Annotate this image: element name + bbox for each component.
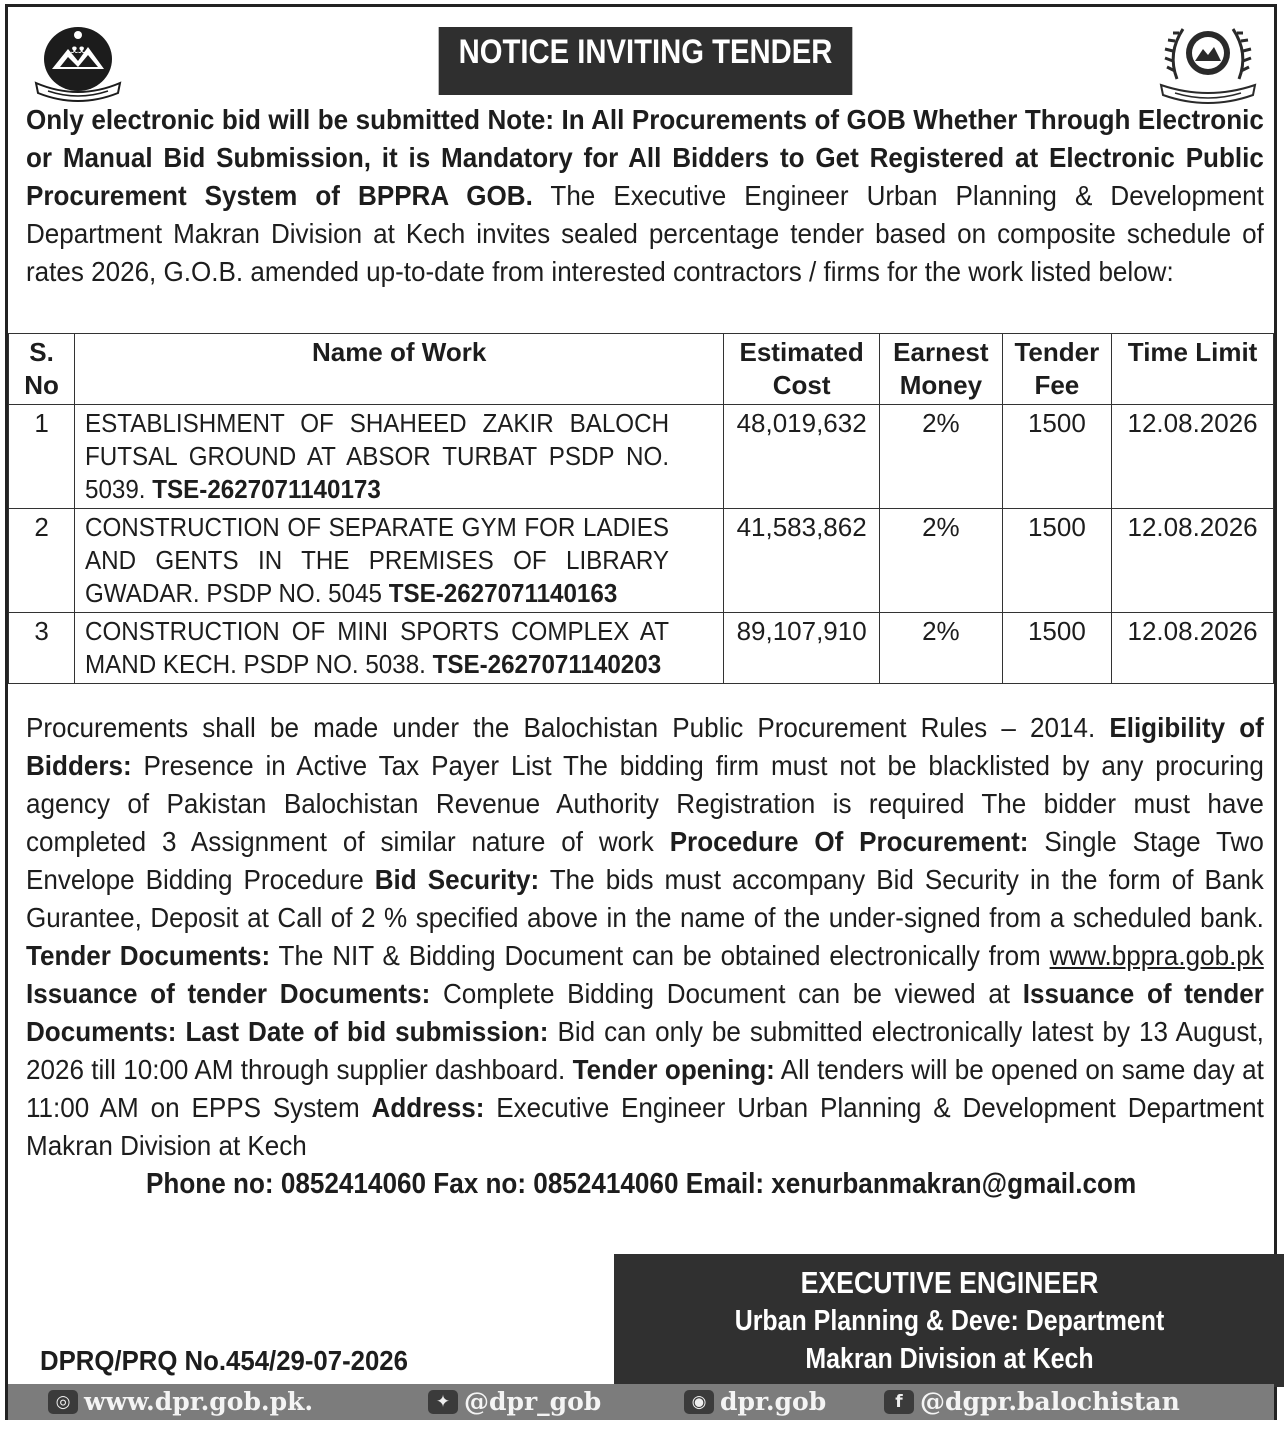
issuance-heading: Issuance of tender Documents: bbox=[26, 978, 431, 1009]
row-name-of-work bbox=[75, 405, 724, 509]
address-heading: Address: bbox=[371, 1092, 485, 1123]
footer-instagram-text: dpr.gob bbox=[720, 1387, 827, 1416]
bppra-link[interactable]: www.bppra.gob.pk bbox=[1049, 940, 1264, 971]
row-time-limit: 12.08.2026 bbox=[1112, 405, 1274, 509]
row-tender-fee: 1500 bbox=[1002, 613, 1112, 684]
contact-line bbox=[8, 1165, 1274, 1203]
row-estimated-cost: 41,583,862 bbox=[724, 509, 880, 613]
tender-opening-text: All tenders will be opened on same day at 11:00 AM on EPPS System bbox=[26, 1054, 1264, 1123]
row-earnest-money: 2% bbox=[880, 405, 1002, 509]
bid-security-text: The bids must accompany Bid Security in the form of Bank Gurantee, Deposit at Call of 2 % specified above in the name of the under-signed from a scheduled bank. bbox=[26, 864, 1264, 933]
eligibility-text: Presence in Active Tax Payer List The bidding firm must not be blacklisted by any procuring agency of Pakistan Balochistan Revenue Authority Registration is required The bidder must have completed 3 Assignment of similar nature of work bbox=[26, 750, 1264, 857]
signature-line-1: Urban Planning & Deve: Department bbox=[734, 1305, 1165, 1337]
procedure-heading: Procedure Of Procurement: bbox=[669, 826, 1029, 857]
header-time-limit: Time Limit bbox=[1112, 334, 1274, 405]
terms-paragraph bbox=[26, 709, 1264, 1165]
work-description: CONSTRUCTION OF MINI SPORTS COMPLEX AT MAND KECH. PSDP NO. 5038. bbox=[85, 616, 670, 679]
header-estimated-cost: Estimated Cost bbox=[724, 334, 880, 405]
signature-line-2: Makran Division at Kech bbox=[805, 1343, 1094, 1375]
balochistan-emblem-icon bbox=[30, 21, 126, 105]
instagram-icon: ◉ bbox=[684, 1390, 714, 1414]
row-sno: 3 bbox=[9, 613, 75, 684]
row-estimated-cost: 48,019,632 bbox=[724, 405, 880, 509]
tender-notice bbox=[5, 4, 1277, 1420]
globe-icon: ◎ bbox=[48, 1390, 78, 1414]
last-date-heading: Last Date of bid submission: bbox=[185, 1016, 549, 1047]
row-estimated-cost: 89,107,910 bbox=[724, 613, 880, 684]
footer-twitter[interactable] bbox=[428, 1384, 601, 1420]
footer-website[interactable] bbox=[48, 1384, 313, 1420]
tse-number: TSE-2627071140203 bbox=[432, 649, 662, 679]
intro-text: The Executive Engineer Urban Planning & Development Department Makran Division at Kech invites sealed percentage tender based on composite schedule of rates 2026, G.O.B. amended up-to-date from interested contractors / firms for the work listed below: bbox=[26, 180, 1264, 287]
header-name-of-work: Name of Work bbox=[75, 334, 724, 405]
notice-title: NOTICE INVITING TENDER bbox=[439, 27, 853, 95]
table-row bbox=[9, 509, 1274, 613]
row-sno: 2 bbox=[9, 509, 75, 613]
row-earnest-money: 2% bbox=[880, 613, 1002, 684]
last-date-text: Bid can only be submitted electronically latest by 13 August, 2026 till 10:00 AM through supplier dashboard. bbox=[26, 1016, 1264, 1085]
row-earnest-money: 2% bbox=[880, 509, 1002, 613]
tender-documents-text: The NIT & Bidding Document can be obtained electronically from bbox=[270, 940, 1050, 971]
table-row bbox=[9, 613, 1274, 684]
row-tender-fee: 1500 bbox=[1002, 509, 1112, 613]
intro-paragraph bbox=[26, 101, 1264, 291]
row-name-of-work bbox=[75, 613, 724, 684]
intro-bold-text: Only electronic bid will be submitted Note: In All Procurements of GOB Whether Through Electronic or Manual Bid Submission, it is Mandatory for All Bidders to Get Registered at Electronic Public Procurement System of BPPRA GOB. bbox=[26, 104, 1264, 211]
facebook-icon: f bbox=[884, 1390, 914, 1414]
svg-text:ᴥᴥ: ᴥᴥ bbox=[70, 42, 86, 56]
footer-website-text: www.dpr.gob.pk. bbox=[84, 1387, 314, 1416]
address-text: Executive Engineer Urban Planning & Development Department Makran Division at Kech bbox=[26, 1092, 1264, 1161]
issuance-text: Complete Bidding Document can be viewed at bbox=[430, 978, 1023, 1009]
department-emblem-icon bbox=[1153, 19, 1263, 105]
table-header-row bbox=[9, 334, 1274, 405]
signature-block bbox=[614, 1254, 1284, 1387]
tse-number: TSE-2627071140173 bbox=[152, 474, 381, 504]
table-row bbox=[9, 405, 1274, 509]
dprq-number: DPRQ/PRQ No.454/29-07-2026 bbox=[40, 1345, 408, 1376]
work-description: CONSTRUCTION OF SEPARATE GYM FOR LADIES AND GENTS IN THE PREMISES OF LIBRARY GWADAR. PSDP NO. 5045 bbox=[85, 512, 670, 608]
footer-instagram[interactable] bbox=[684, 1384, 826, 1420]
row-time-limit: 12.08.2026 bbox=[1112, 613, 1274, 684]
bid-security-heading: Bid Security: bbox=[374, 864, 540, 895]
row-tender-fee: 1500 bbox=[1002, 405, 1112, 509]
tender-opening-heading: Tender opening: bbox=[572, 1054, 775, 1085]
footer-facebook[interactable] bbox=[884, 1384, 1180, 1420]
signature-title: EXECUTIVE ENGINEER bbox=[800, 1265, 1099, 1300]
header-tender-fee: Tender Fee bbox=[1002, 334, 1112, 405]
footer-facebook-text: @dgpr.balochistan bbox=[920, 1387, 1180, 1416]
procedure-text: Single Stage Two Envelope Bidding Procedure bbox=[26, 826, 1264, 895]
tse-number: TSE-2627071140163 bbox=[388, 578, 618, 608]
row-name-of-work bbox=[75, 509, 724, 613]
eligibility-heading: Eligibility of Bidders: bbox=[26, 712, 1264, 781]
row-sno: 1 bbox=[9, 405, 75, 509]
works-table bbox=[8, 333, 1274, 684]
footer-bar bbox=[8, 1384, 1274, 1420]
twitter-icon: ✦ bbox=[428, 1390, 458, 1414]
rules-text: Procurements shall be made under the Balochistan Public Procurement Rules – 2014. bbox=[26, 712, 1110, 743]
contact-text: Phone no: 0852414060 Fax no: 0852414060 Email: xenurbanmakran@gmail.com bbox=[145, 1168, 1137, 1200]
work-description: ESTABLISHMENT OF SHAHEED ZAKIR BALOCH FUTSAL GROUND AT ABSOR TURBAT PSDP NO. 5039. bbox=[85, 408, 670, 504]
tender-documents-heading: Tender Documents: bbox=[26, 940, 271, 971]
header-sno: S. No bbox=[9, 334, 75, 405]
footer-twitter-text: @dpr_gob bbox=[464, 1387, 602, 1416]
row-time-limit: 12.08.2026 bbox=[1112, 509, 1274, 613]
header-earnest-money: Earnest Money bbox=[880, 334, 1002, 405]
issuance-heading-repeat: Issuance of tender Documents: bbox=[26, 978, 1264, 1047]
